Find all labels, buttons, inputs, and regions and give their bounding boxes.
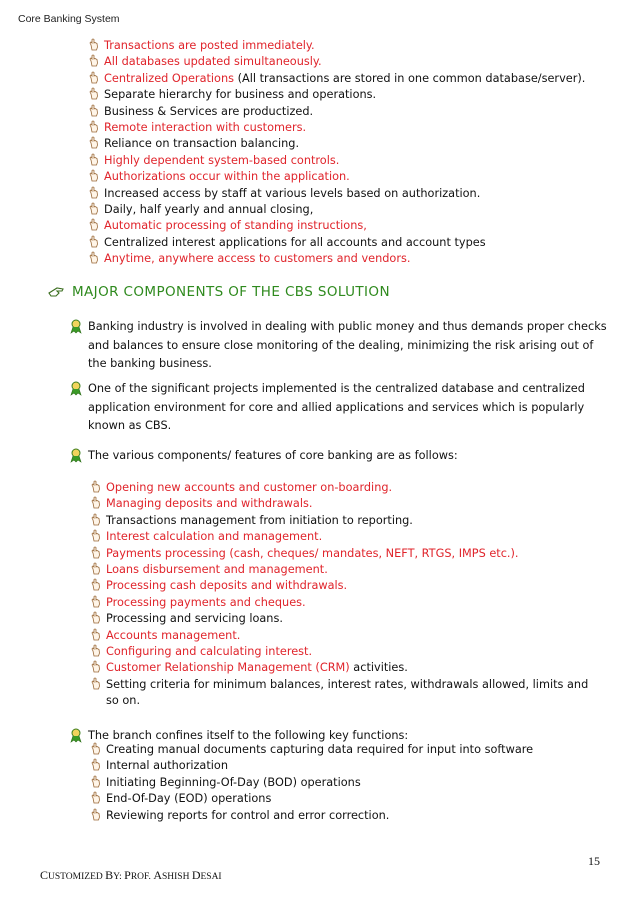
paragraph-2 bbox=[70, 380, 610, 436]
paragraph-3 bbox=[70, 447, 610, 466]
list-item bbox=[88, 562, 598, 578]
pointing-hand-icon bbox=[90, 808, 101, 822]
list-item-text: Customer Relationship Management (CRM) bbox=[106, 661, 350, 675]
list-item-text: Authorizations occur within the application. bbox=[104, 170, 350, 184]
list-item-text: Centralized interest applications for all accounts and account types bbox=[104, 235, 486, 249]
list-item bbox=[86, 38, 585, 54]
list-item bbox=[88, 595, 598, 611]
list-item-text: Internal authorization bbox=[106, 759, 228, 773]
list-item bbox=[86, 202, 585, 218]
pointing-hand-icon bbox=[90, 644, 101, 658]
pointing-hand-icon bbox=[90, 791, 101, 805]
pointing-hand-icon bbox=[90, 677, 101, 691]
pointing-hand-icon bbox=[88, 71, 99, 85]
pointing-hand-icon bbox=[90, 480, 101, 494]
components-bullet-list bbox=[88, 480, 598, 710]
pointing-hand-icon bbox=[88, 186, 99, 200]
pointing-hand-icon bbox=[90, 496, 101, 510]
list-item-text: Anytime, anywhere access to customers and vendors. bbox=[104, 252, 411, 266]
list-item bbox=[88, 480, 598, 496]
pointing-hand-icon bbox=[90, 562, 101, 576]
list-item bbox=[88, 628, 598, 644]
pointing-hand-icon bbox=[88, 120, 99, 134]
pointing-hand-icon bbox=[88, 104, 99, 118]
pointing-finger-icon bbox=[48, 286, 64, 298]
pointing-hand-icon bbox=[88, 251, 99, 265]
list-item bbox=[88, 644, 598, 660]
pointing-hand-icon bbox=[90, 595, 101, 609]
pointing-hand-icon bbox=[90, 578, 101, 592]
list-item bbox=[86, 235, 585, 251]
list-item bbox=[88, 513, 598, 529]
list-item bbox=[86, 218, 585, 234]
pointing-hand-icon bbox=[90, 611, 101, 625]
list-item-text: Business & Services are productized. bbox=[104, 104, 314, 118]
list-item-text: Setting criteria for minimum balances, interest rates, withdrawals allowed, limits and so on. bbox=[106, 677, 589, 708]
list-item bbox=[88, 742, 533, 758]
list-item-text: Creating manual documents capturing data required for input into software bbox=[106, 743, 534, 756]
list-item bbox=[86, 169, 585, 185]
list-item-text: Managing deposits and withdrawals. bbox=[106, 497, 313, 511]
award-ribbon-icon bbox=[70, 381, 82, 396]
list-item bbox=[86, 87, 585, 103]
list-item bbox=[88, 578, 598, 594]
list-item bbox=[88, 758, 533, 774]
list-item bbox=[88, 775, 533, 791]
pointing-hand-icon bbox=[88, 218, 99, 232]
list-item-text: Payments processing (cash, cheques/ mandates, NEFT, RTGS, IMPS etc.). bbox=[106, 546, 519, 560]
list-item-text: Reviewing reports for control and error correction. bbox=[106, 808, 390, 822]
list-item bbox=[88, 546, 598, 562]
list-item-text: Increased access by staff at various levels based on authorization. bbox=[104, 186, 481, 200]
award-ribbon-icon bbox=[70, 728, 82, 743]
list-item bbox=[88, 496, 598, 512]
list-item-text: Centralized Operations bbox=[104, 71, 235, 85]
list-item bbox=[86, 186, 585, 202]
pointing-hand-icon bbox=[88, 38, 99, 52]
list-item bbox=[86, 104, 585, 120]
list-item-text: Highly dependent system-based controls. bbox=[104, 153, 340, 167]
list-item-text: Interest calculation and management. bbox=[106, 530, 323, 544]
pointing-hand-icon bbox=[90, 628, 101, 642]
list-item-text: Transactions are posted immediately. bbox=[104, 39, 315, 52]
pointing-hand-icon bbox=[88, 202, 99, 216]
list-item-text: Automatic processing of standing instructions, bbox=[104, 219, 367, 233]
pointing-hand-icon bbox=[88, 54, 99, 68]
pointing-hand-icon bbox=[90, 529, 101, 543]
paragraph-1 bbox=[70, 318, 610, 374]
list-item bbox=[88, 677, 598, 710]
list-item-text: Reliance on transaction balancing. bbox=[104, 137, 300, 151]
paragraph-text: One of the significant projects implemented is the centralized database and centralized application environment for core and allied applications and services which is popularly known as CBS. bbox=[88, 382, 585, 432]
pointing-hand-icon bbox=[90, 660, 101, 674]
pointing-hand-icon bbox=[88, 153, 99, 167]
pointing-hand-icon bbox=[88, 235, 99, 249]
list-item-text: Processing payments and cheques. bbox=[106, 595, 306, 609]
list-item bbox=[86, 153, 585, 169]
page-number: 15 bbox=[588, 854, 600, 868]
pointing-hand-icon bbox=[90, 758, 101, 772]
branch-bullet-list bbox=[88, 742, 533, 824]
list-item bbox=[86, 136, 585, 152]
list-item-text: Remote interaction with customers. bbox=[104, 121, 307, 135]
list-item-text: Accounts management. bbox=[106, 628, 241, 642]
footer-credit: CUSTOMIZED BY: PROF. ASHISH DESAI bbox=[40, 868, 222, 882]
list-item-text: Daily, half yearly and annual closing, bbox=[104, 203, 314, 217]
pointing-hand-icon bbox=[90, 546, 101, 560]
list-item-text: Transactions management from initiation to reporting. bbox=[106, 513, 413, 527]
list-item-text: Initiating Beginning-Of-Day (BOD) operations bbox=[106, 775, 361, 789]
list-item bbox=[88, 660, 598, 676]
list-item-text: Separate hierarchy for business and operations. bbox=[104, 88, 377, 102]
list-item bbox=[88, 808, 533, 824]
list-item-text: Processing and servicing loans. bbox=[106, 612, 283, 626]
list-item-text: Processing cash deposits and withdrawals. bbox=[106, 579, 348, 593]
pointing-hand-icon bbox=[90, 513, 101, 527]
list-item-text: Loans disbursement and management. bbox=[106, 563, 328, 577]
award-ribbon-icon bbox=[70, 319, 82, 334]
pointing-hand-icon bbox=[88, 136, 99, 150]
list-item bbox=[88, 791, 533, 807]
list-item bbox=[88, 611, 598, 627]
section-heading bbox=[48, 284, 390, 300]
section-title: MAJOR COMPONENTS OF THE CBS SOLUTION bbox=[72, 284, 390, 300]
list-item-text: Opening new accounts and customer on-boarding. bbox=[106, 481, 393, 494]
paragraph-text: Banking industry is involved in dealing with public money and thus demands proper checks and balances to ensure close monitoring of the dealing, minimizing the risk arising out of the banking business. bbox=[88, 320, 607, 370]
top-bullet-list bbox=[86, 38, 585, 268]
list-item bbox=[86, 54, 585, 70]
pointing-hand-icon bbox=[90, 775, 101, 789]
running-header: Core Banking System bbox=[18, 13, 120, 25]
paragraph-text: The branch confines itself to the following key functions: bbox=[88, 729, 409, 742]
list-item-suffix: activities. bbox=[349, 661, 408, 675]
list-item-text: End-Of-Day (EOD) operations bbox=[106, 792, 272, 806]
list-item-text: Configuring and calculating interest. bbox=[106, 645, 313, 659]
list-item bbox=[86, 120, 585, 136]
award-ribbon-icon bbox=[70, 448, 82, 463]
paragraph-text: The various components/ features of core banking are as follows: bbox=[88, 449, 458, 462]
pointing-hand-icon bbox=[88, 87, 99, 101]
pointing-hand-icon bbox=[88, 169, 99, 183]
list-item-suffix: (All transactions are stored in one common database/server). bbox=[234, 71, 586, 85]
list-item bbox=[86, 71, 585, 87]
list-item bbox=[86, 251, 585, 267]
list-item bbox=[88, 529, 598, 545]
list-item-text: All databases updated simultaneously. bbox=[104, 55, 322, 69]
pointing-hand-icon bbox=[90, 742, 101, 756]
